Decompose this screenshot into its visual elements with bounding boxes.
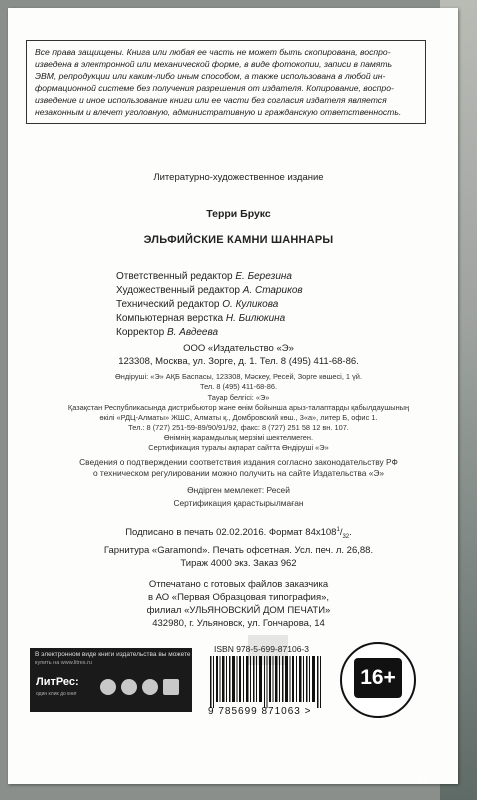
staff-name: Е. Березина: [235, 271, 292, 282]
browser-icon: [142, 679, 158, 695]
copyright-line: изведена в электронной или механической форме, в виде фотокопии, записи в память: [35, 59, 393, 69]
printer-line: Отпечатано с готовых файлов заказчика: [148, 579, 329, 590]
age-rating-seal: [340, 642, 416, 718]
kz-line: Тел.: 8 (727) 251-59-89/90/91/92, факс: 8 (727) 251 58 12 вн. 107.: [128, 423, 349, 432]
staff-role: Корректор: [116, 327, 167, 338]
litres-banner: [30, 648, 192, 712]
format-numerator: 1: [336, 527, 340, 533]
publisher-name: ООО «Издательство «Э»: [183, 343, 294, 354]
print-line-2: Гарнитура «Garamond». Печать офсетная. Усл. печ. л. 26,88.: [103, 545, 374, 557]
book-title: ЭЛЬФИЙСКИЕ КАМНИ ШАННАРЫ: [143, 234, 334, 246]
staff-name: Н. Билюкина: [225, 313, 286, 324]
staff-name: А. Стариков: [242, 285, 303, 296]
staff-name: В. Авдеева: [166, 327, 219, 338]
origin-info: [0, 485, 477, 509]
staff-list: [116, 270, 303, 340]
barcode-digits: 9 785699 871063 >: [208, 706, 312, 717]
copyright-notice: [26, 40, 426, 124]
copyright-line: Все права защищены. Книга или любая ее часть не может быть скопирована, воспро-: [35, 47, 391, 57]
platform-icons: [100, 679, 179, 695]
kz-line: Қазақстан Республикасында дистрибьютор және өнім бойынша арыз-талаптарды қабылдаушының: [67, 403, 410, 412]
age-rating-label: 16+: [354, 658, 402, 698]
kz-line: Тел. 8 (495) 411-68-86.: [199, 382, 278, 391]
windows-icon: [163, 679, 179, 695]
staff-row: [116, 326, 303, 340]
kz-line: Өнімнің жарамдылық мерзімі шектелмеген.: [163, 433, 314, 442]
copyright-line: ЭВМ, репродукции или каким-либо иным способом, а также использована в любой ин-: [35, 71, 386, 81]
staff-role: Ответственный редактор: [116, 271, 236, 282]
litres-logo: ЛитРес:: [36, 676, 79, 688]
print-line-1: Подписано в печать 02.02.2016. Формат $84x108^1/_{32}$.: [125, 527, 352, 541]
staff-row: [116, 298, 303, 312]
print-info: [0, 524, 477, 570]
litres-tagline: один клик до книг: [36, 691, 77, 697]
copyright-line: формационной системе без получения разрешения от издателя. Копирование, воспро-: [35, 83, 394, 93]
staff-name: О. Куликова: [222, 299, 279, 310]
printer-info: [0, 578, 477, 630]
print-line-3: Тираж 4000 экз. Заказ 962: [180, 558, 297, 570]
genre-label: Литературно-художественное издание: [153, 172, 324, 183]
staff-role: Художественный редактор: [116, 285, 243, 296]
kz-line: Сертификация туралы ақпарат сайтта Өндіруші «Э»: [148, 443, 329, 452]
kz-line: Тауар белгісі: «Э»: [207, 393, 270, 402]
staff-role: Технический редактор: [116, 299, 223, 310]
print-format-text: Подписано в печать 02.02.2016. Формат 84x108: [125, 527, 337, 539]
author-name: Терри Брукс: [206, 208, 271, 220]
origin-line: Сертификация қарастырылмаған: [173, 498, 304, 508]
kz-line: Өндіруші: «Э» АҚБ Баспасы, 123308, Мәскеу, Ресей, Зорге көшесі, 1 үй.: [115, 372, 362, 381]
printer-line: филиал «УЛЬЯНОВСКИЙ ДОМ ПЕЧАТИ»: [146, 605, 331, 616]
copyright-line: незаконным и влечет уголовную, административную и гражданскую ответственность.: [35, 107, 402, 117]
staff-role: Компьютерная верстка: [116, 313, 226, 324]
publisher-block: [0, 342, 477, 368]
publisher-address: 123308, Москва, ул. Зорге, д. 1. Тел. 8 (495) 411-68-86.: [118, 356, 359, 367]
staff-row: [116, 284, 303, 298]
isbn-barcode: [208, 656, 324, 708]
publisher-corner-mark: Л: [418, 770, 428, 786]
copyright-line: изведение и иное использование книги или ее части без согласия издателя является: [35, 95, 387, 105]
ebook-line-2: купить на www.litres.ru: [35, 660, 92, 666]
certification-info: [0, 457, 477, 479]
isbn-label: ISBN 978-5-699-87106-3: [214, 644, 309, 654]
staff-row: [116, 312, 303, 326]
kz-manufacturer-block: [0, 372, 477, 453]
origin-line: Өндірген мемлекет: Ресей: [187, 485, 290, 495]
android-icon: [121, 679, 137, 695]
kz-line: өкілі «РДЦ-Алматы» ЖШС, Алматы қ., Домбровский көш., 3«а», литер Б, офис 1.: [99, 413, 378, 422]
print-format-end: .: [349, 527, 352, 539]
printer-line: в АО «Первая Образцовая типография»,: [147, 592, 330, 603]
certification-line: о техническом регулировании можно получить на сайте Издательства «Э»: [92, 468, 385, 478]
apple-icon: [100, 679, 116, 695]
certification-line: Сведения о подтверждении соответствия издания согласно законодательству РФ: [79, 457, 398, 467]
ebook-line-1: В электронном виде книги издательства вы можете: [35, 651, 191, 658]
printer-line: 432980, г. Ульяновск, ул. Гончарова, 14: [152, 618, 325, 629]
format-denominator: 32: [342, 534, 350, 541]
staff-row: [116, 270, 303, 284]
